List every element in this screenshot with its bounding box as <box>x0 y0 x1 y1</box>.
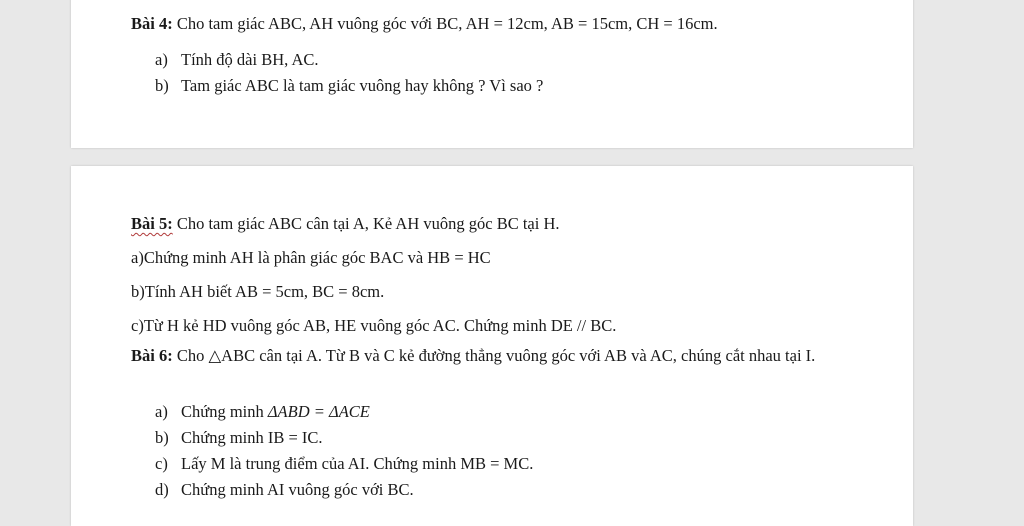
bai5-text: Cho tam giác ABC cân tại A, Kẻ AH vuông góc BC tại H. <box>172 214 560 233</box>
bai6-c-text: Lấy M là trung điểm của AI. Chứng minh MB = MC. <box>181 454 534 473</box>
bai6-b-label: b) <box>155 428 169 447</box>
bai4-b-label: b) <box>155 76 169 95</box>
bai6-part-d <box>155 480 414 500</box>
document-page-1 <box>71 0 913 148</box>
bai6-b-text: Chứng minh IB = IC. <box>181 428 323 447</box>
bai6-c-label: c) <box>155 454 168 473</box>
bai4-title: Bài 4: <box>131 14 173 33</box>
bai4-statement <box>131 14 718 34</box>
bai4-b-text: Tam giác ABC là tam giác vuông hay không ? Vì sao ? <box>181 76 544 95</box>
bai4-part-a <box>155 50 319 70</box>
bai5-part-c: c)Từ H kẻ HD vuông góc AB, HE vuông góc AC. Chứng minh DE // BC. <box>131 316 617 335</box>
bai4-a-text: Tính độ dài BH, AC. <box>181 50 319 69</box>
document-page-2 <box>71 166 913 526</box>
bai6-title: Bài 6: <box>131 346 173 365</box>
bai5-part-a: a)Chứng minh AH là phân giác góc BAC và HB = HC <box>131 248 491 267</box>
bai6-part-b <box>155 428 323 448</box>
bai6-part-a <box>155 402 370 422</box>
bai6-a-label: a) <box>155 402 168 421</box>
bai6-d-label: d) <box>155 480 169 499</box>
bai6-text: Cho △ABC cân tại A. Từ B và C kẻ đường thẳng vuông góc với AB và AC, chúng cắt nhau tại I. <box>172 346 816 365</box>
bai4-a-label: a) <box>155 50 168 69</box>
bai6-d-text: Chứng minh AI vuông góc với BC. <box>181 480 414 499</box>
bai4-part-b <box>155 76 543 96</box>
bai4-text: Cho tam giác ABC, AH vuông góc với BC, AH = 12cm, AB = 15cm, CH = 16cm. <box>172 14 718 33</box>
bai5-part-b: b)Tính AH biết AB = 5cm, BC = 8cm. <box>131 282 385 301</box>
bai6-a-math: ΔABD = ΔACE <box>267 402 370 421</box>
bai6-part-c <box>155 454 533 474</box>
bai6-statement <box>131 344 839 368</box>
bai5-title: Bài 5: <box>131 214 173 233</box>
bai5-statement <box>131 214 560 234</box>
bai6-a-text: Chứng minh <box>181 402 268 421</box>
